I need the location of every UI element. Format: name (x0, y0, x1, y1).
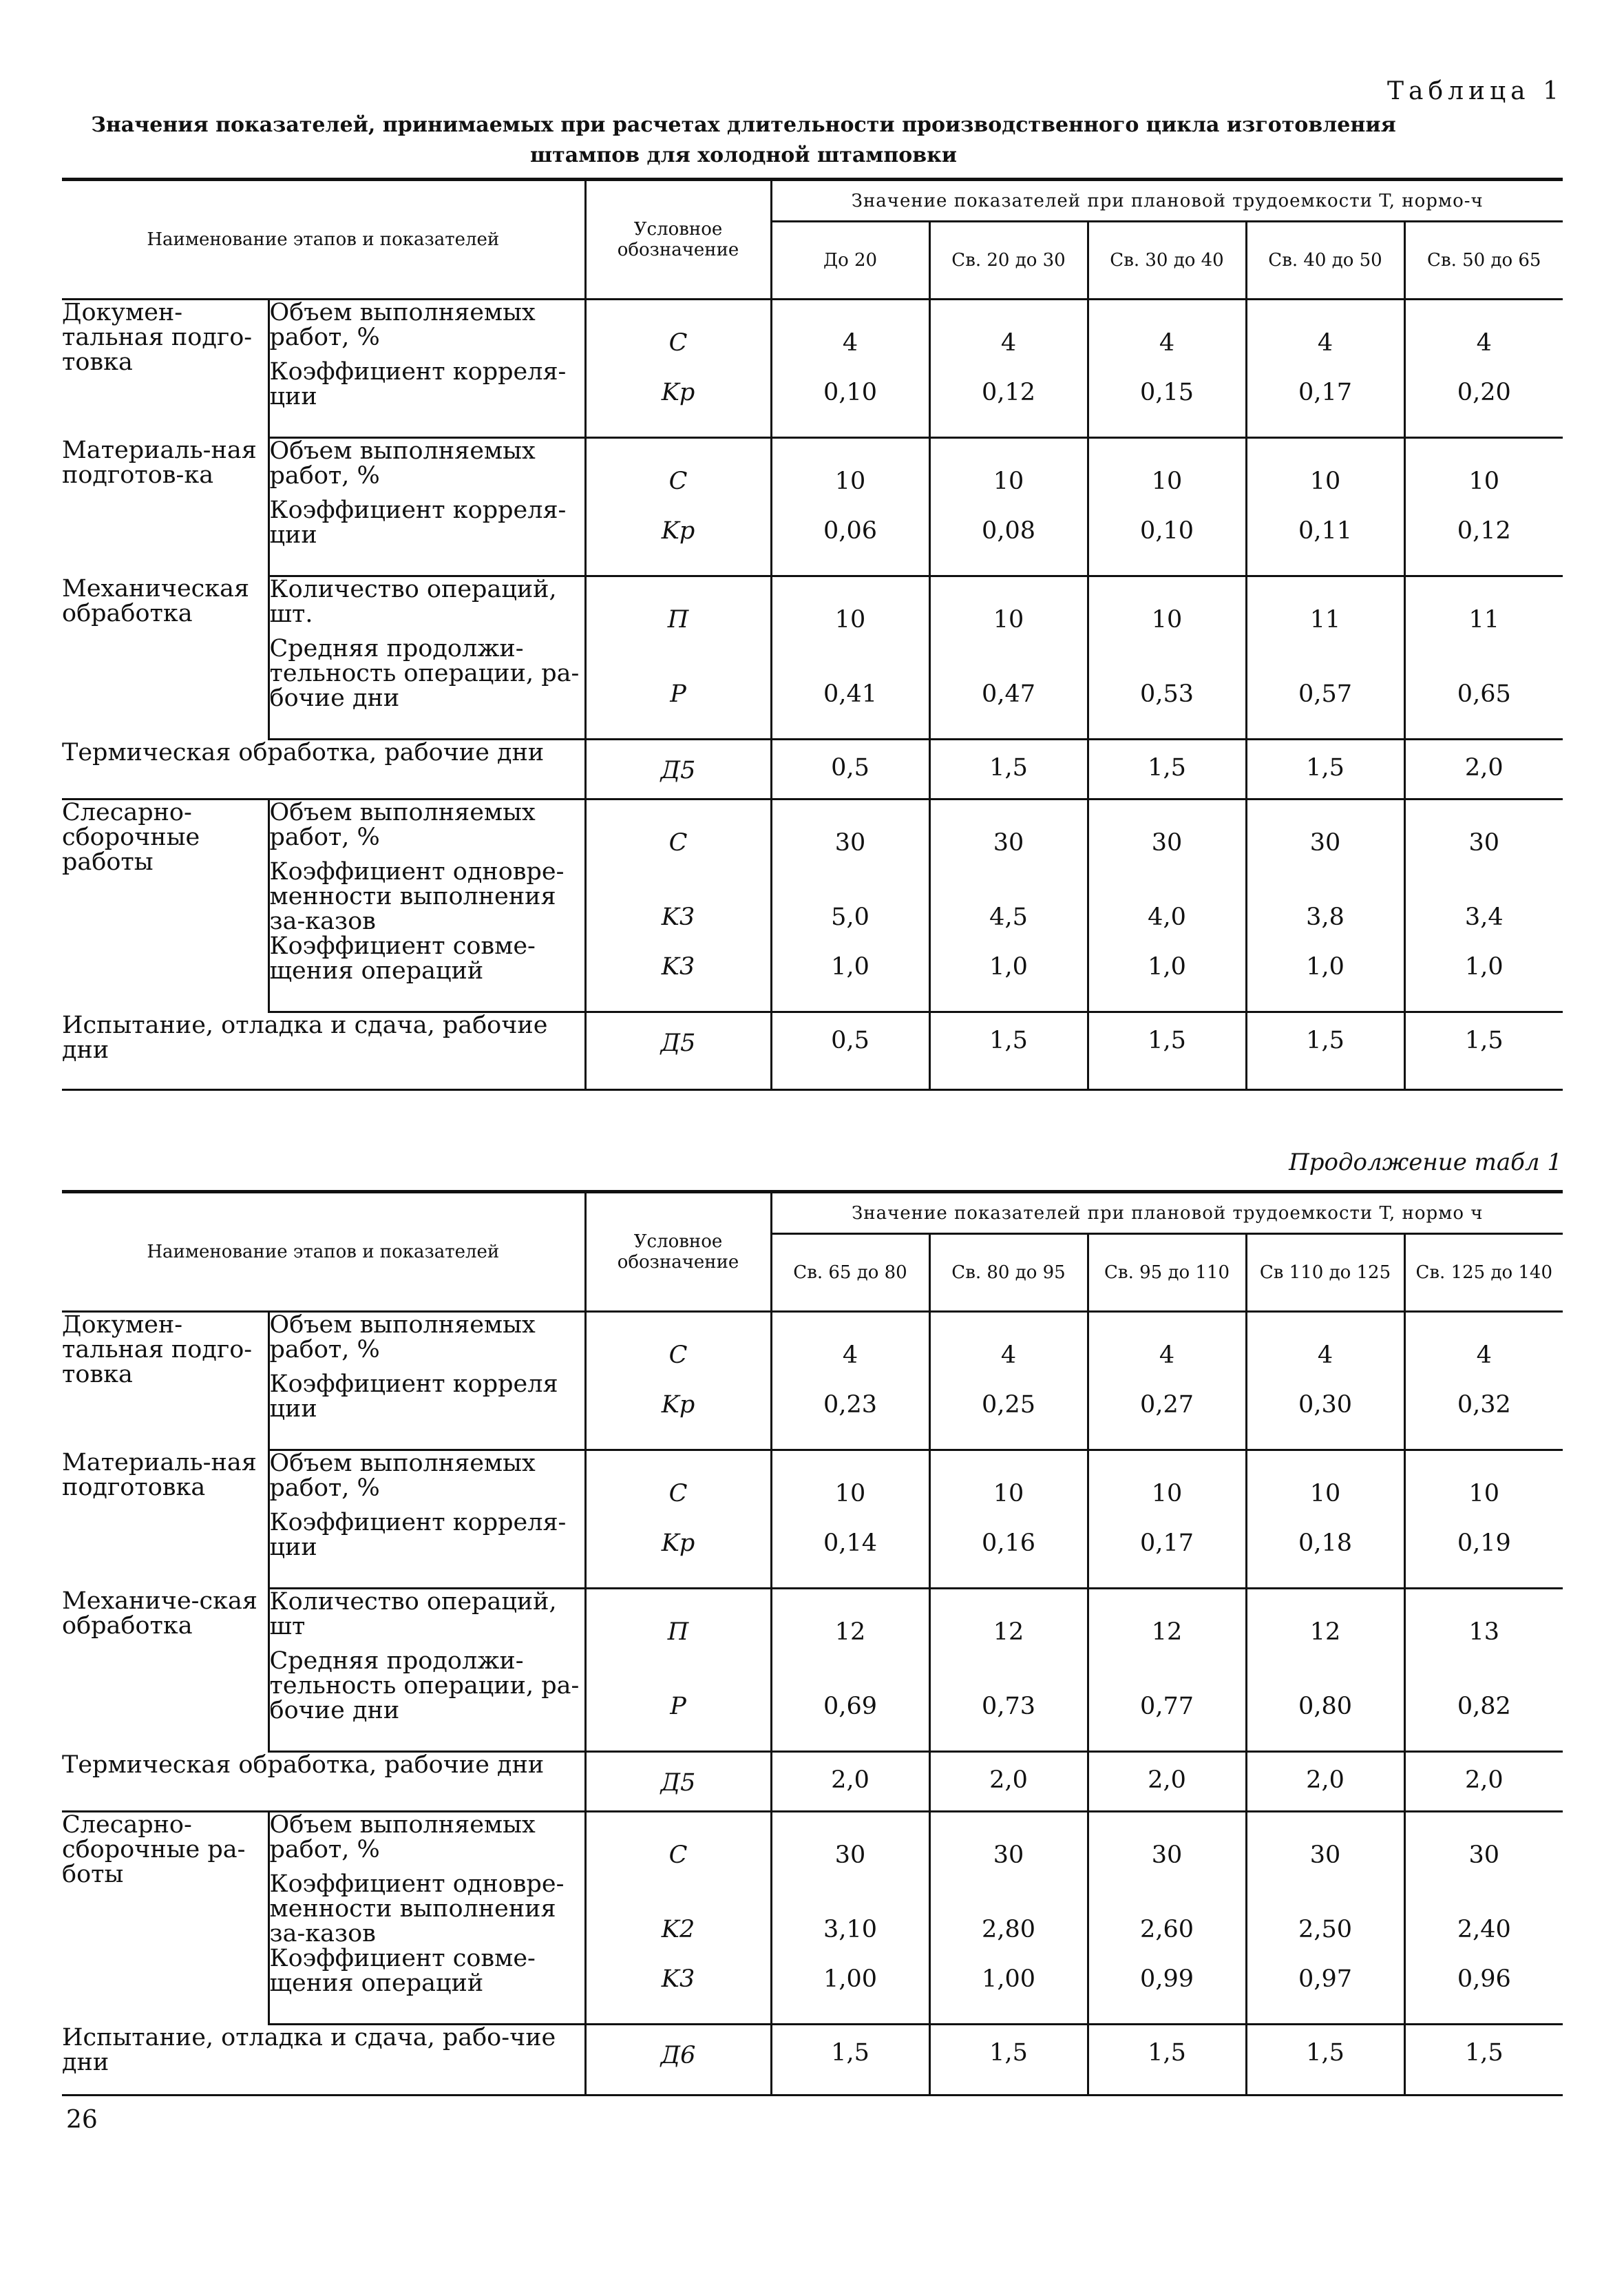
value-cell: 1,0 (1088, 934, 1246, 1012)
header-range-3: Св. 95 до 110 (1088, 1234, 1246, 1312)
value-cell: 1,0 (1404, 934, 1563, 1012)
symbol-cell: K3 (585, 1946, 771, 2025)
value-cell: 1,5 (1404, 2025, 1563, 2096)
value-cell: 0,32 (1404, 1372, 1563, 1450)
stage-name: Механическая обработка (62, 576, 268, 740)
value-cell: 1,0 (929, 934, 1088, 1012)
value-cell: 2,40 (1457, 1916, 1511, 1943)
indicator-name: Коэффициент совме-щения операций (268, 934, 585, 1012)
symbol-cell: C (585, 438, 771, 499)
value-cell: 4 (929, 300, 1088, 360)
symbol-cell: P (585, 636, 771, 740)
indicator-name: Коэффициент корреля-ции (268, 498, 585, 576)
stage-name: Испытание, отладка и сдача, рабо-чие дни (62, 2025, 585, 2096)
value-cell: 0,99 (1088, 1946, 1246, 2025)
value-cell: 0,80 (1246, 1649, 1404, 1752)
value-cell: 2,0 (929, 1752, 1088, 1812)
value-cell: 0,18 (1246, 1510, 1404, 1589)
value-cell: 0,41 (771, 636, 929, 740)
symbol-cell: Kр (585, 498, 771, 576)
table-row (62, 438, 1563, 499)
value-cell: 30 (1088, 1812, 1246, 1872)
symbol-cell: Д5 (585, 740, 771, 800)
stage-name: Докумен-тальная подго-товка (62, 300, 268, 438)
value-cell: 0,14 (771, 1510, 929, 1589)
value-cell: 1,5 (929, 1012, 1088, 1090)
table-row (62, 1450, 1563, 1511)
value-cell: 10 (1088, 438, 1246, 499)
header-name-column: Наименование этапов и показателей (62, 180, 585, 300)
value-cell: 2,0 (1404, 1752, 1563, 1812)
table-row (62, 1012, 1563, 1090)
value-cell: 30 (771, 1812, 929, 1872)
table-row (62, 2025, 1563, 2096)
symbol-cell: Д6 (585, 2025, 771, 2096)
symbol-cell: K2 (585, 1872, 771, 1946)
value-cell: 1,5 (1088, 1012, 1246, 1090)
value-cell: 13 (1468, 1618, 1500, 1646)
header-range-2: Св. 20 до 30 (929, 222, 1088, 300)
value-cell: 2,0 (1088, 1752, 1246, 1812)
symbol-cell: Kр (585, 359, 771, 438)
value-cell: 0,30 (1246, 1372, 1404, 1450)
page-number: 26 (66, 2106, 98, 2134)
value-cell: 0,15 (1088, 359, 1246, 438)
value-cell: 0,25 (929, 1372, 1088, 1450)
header-symbol-column: Условное обозначение (585, 1192, 771, 1312)
stage-name: Докумен-тальная подго-товка (62, 1312, 268, 1450)
value-cell: 2,0 (771, 1752, 929, 1812)
value-cell: 4 (771, 1312, 929, 1372)
value-cell: 0,23 (771, 1372, 929, 1450)
table-row (62, 934, 1563, 1012)
value-cell: 4,0 (1088, 859, 1246, 934)
value-cell: 1,5 (1246, 2025, 1404, 2096)
symbol-cell: C (585, 1450, 771, 1511)
value-cell: 0,17 (1246, 359, 1404, 438)
table-row (62, 1649, 1563, 1752)
value-cell: 0,77 (1088, 1649, 1246, 1752)
table-row (62, 1752, 1563, 1812)
table-row (62, 1312, 1563, 1372)
indicator-name: Средняя продолжи-тельность операции, ра-бочие дни (268, 636, 585, 740)
stage-name: Термическая обработка, рабочие дни (62, 1752, 585, 1812)
value-cell: 0,53 (1088, 636, 1246, 740)
value-cell: 4,5 (929, 859, 1088, 934)
value-cell: 3,4 (1464, 903, 1504, 931)
value-cell: 10 (771, 576, 929, 637)
value-cell: 10 (1246, 438, 1404, 499)
indicator-name: Средняя продолжи-тельность операции, ра-бочие дни (268, 1649, 585, 1752)
indicator-name: Количество операций, шт (268, 1589, 585, 1649)
table-row (62, 859, 1563, 934)
indicator-name: Объем выполняемых работ, % (268, 300, 585, 360)
value-cell: 0,16 (929, 1510, 1088, 1589)
value-cell: 10 (1246, 1450, 1404, 1511)
symbol-cell: Д5 (585, 1012, 771, 1090)
value-cell: 4 (1246, 1312, 1404, 1372)
value-cell: 0,19 (1404, 1510, 1563, 1589)
stage-name: Термическая обработка, рабочие дни (62, 740, 585, 800)
symbol-cell: C (585, 1312, 771, 1372)
table-row (62, 1812, 1563, 1872)
value-cell: 1,5 (929, 740, 1088, 800)
value-cell: 10 (1468, 1480, 1500, 1507)
stage-name: Слесарно-сборочные работы (62, 800, 268, 1012)
table-row (62, 636, 1563, 740)
header-range-2: Св. 80 до 95 (929, 1234, 1088, 1312)
table-title: Значения показателей, принимаемых при расчетах длительности производственного цикла изготовления штампов для холодной штамповки (91, 113, 1396, 167)
indicator-name: Коэффициент корреля-ции (268, 1510, 585, 1589)
table-row (62, 800, 1563, 860)
symbol-cell: K3 (585, 859, 771, 934)
value-cell: 0,06 (771, 498, 929, 576)
value-cell: 30 (1468, 829, 1500, 857)
value-cell: 0,12 (929, 359, 1088, 438)
value-cell: 5,0 (771, 859, 929, 934)
value-cell: 0,96 (1404, 1946, 1563, 2025)
table-row (62, 1946, 1563, 2025)
value-cell: 1,5 (1246, 1012, 1404, 1090)
stage-name: Материаль-ная подготовка (62, 1450, 268, 1589)
value-cell: 10 (929, 576, 1088, 637)
header-value-group: Значение показателей при плановой трудоемкости T, нормо ч (771, 1192, 1563, 1234)
value-cell: 1,0 (771, 934, 929, 1012)
symbol-cell: C (585, 800, 771, 860)
value-cell: 0,73 (929, 1649, 1088, 1752)
symbol-cell: Kр (585, 1510, 771, 1589)
value-cell: 0,27 (1088, 1372, 1246, 1450)
value-cell: 1,5 (1088, 740, 1246, 800)
value-cell: 0,69 (771, 1649, 929, 1752)
value-cell: 30 (771, 800, 929, 860)
value-cell: 4 (771, 300, 929, 360)
table-row (62, 498, 1563, 576)
value-cell: 10 (771, 1450, 929, 1511)
value-cell: 4 (1088, 1312, 1246, 1372)
symbol-cell: Kр (585, 1372, 771, 1450)
header-name-column: Наименование этапов и показателей (62, 1192, 585, 1312)
header-range-1: До 20 (771, 222, 929, 300)
value-cell: 4 (1246, 300, 1404, 360)
value-cell: 3,10 (771, 1872, 929, 1946)
value-cell: 4 (929, 1312, 1088, 1372)
value-cell: 10 (771, 438, 929, 499)
table-row (62, 576, 1563, 637)
value-cell: 30 (1246, 1812, 1404, 1872)
value-cell: 1,5 (1088, 2025, 1246, 2096)
header-range-3: Св. 30 до 40 (1088, 222, 1246, 300)
value-cell: 30 (929, 1812, 1088, 1872)
value-cell: 0,17 (1088, 1510, 1246, 1589)
table-row (62, 300, 1563, 360)
indicator-name: Коэффициент корреля ции (268, 1372, 585, 1450)
indicator-name: Коэффициент одновре-менности выполнения за-казов (268, 859, 585, 934)
header-range-1: Св. 65 до 80 (771, 1234, 929, 1312)
stage-name: Механиче-ская обработка (62, 1589, 268, 1752)
value-cell: 10 (929, 1450, 1088, 1511)
value-cell: 10 (929, 438, 1088, 499)
value-cell: 30 (1468, 1841, 1500, 1869)
value-cell: 1,5 (1404, 1012, 1563, 1090)
header-range-5: Св. 125 до 140 (1404, 1234, 1563, 1312)
value-cell: 2,50 (1246, 1872, 1404, 1946)
symbol-cell: П (585, 1589, 771, 1649)
table-row (62, 1589, 1563, 1649)
symbol-cell: П (585, 576, 771, 637)
indicator-name: Коэффициент корреля-ции (268, 359, 585, 438)
header-symbol-column: Условное обозначение (585, 180, 771, 300)
indicator-name: Коэффициент одновре-менности выполнения за-казов (268, 1872, 585, 1946)
symbol-cell: Д5 (585, 1752, 771, 1812)
symbol-cell: K3 (585, 934, 771, 1012)
value-cell: 1,5 (1246, 740, 1404, 800)
value-cell: 0,57 (1246, 636, 1404, 740)
value-cell: 4 (1476, 1341, 1492, 1369)
value-cell: 1,0 (1246, 934, 1404, 1012)
value-cell: 1,00 (771, 1946, 929, 2025)
table-row (62, 1510, 1563, 1589)
stage-name: Испытание, отладка и сдача, рабочие дни (62, 1012, 585, 1090)
table-row (62, 1372, 1563, 1450)
table-label: Таблица 1 (1387, 77, 1563, 105)
value-cell: 12 (1246, 1589, 1404, 1649)
value-cell: 0,5 (771, 1012, 929, 1090)
value-cell: 0,11 (1246, 498, 1404, 576)
value-cell: 0,20 (1404, 359, 1563, 438)
indicator-name: Объем выполняемых работ, % (268, 1312, 585, 1372)
header-value-group: Значение показателей при плановой трудоемкости T, нормо-ч (771, 180, 1563, 222)
stage-name: Материаль-ная подготов-ка (62, 438, 268, 576)
value-cell: 0,08 (929, 498, 1088, 576)
value-cell: 0,47 (929, 636, 1088, 740)
value-cell: 30 (1246, 800, 1404, 860)
value-cell: 10 (1088, 576, 1246, 637)
value-cell: 11 (1246, 576, 1404, 637)
value-cell: 3,8 (1246, 859, 1404, 934)
value-cell: 10 (1088, 1450, 1246, 1511)
data-table-2 (62, 1190, 1563, 2096)
value-cell: 0,12 (1404, 498, 1563, 576)
value-cell: 4 (1476, 329, 1492, 357)
table-row (62, 740, 1563, 800)
value-cell: 0,97 (1246, 1946, 1404, 2025)
continuation-label: Продолжение табл 1 (1289, 1149, 1562, 1176)
value-cell: 1,5 (771, 2025, 929, 2096)
value-cell: 0,82 (1404, 1649, 1563, 1752)
indicator-name: Коэффициент совме-щения операций (268, 1946, 585, 2025)
value-cell: 30 (1088, 800, 1246, 860)
value-cell: 0,10 (1088, 498, 1246, 576)
value-cell: 0,5 (771, 740, 929, 800)
value-cell: 10 (1468, 468, 1500, 495)
indicator-name: Количество операций, шт. (268, 576, 585, 637)
symbol-cell: C (585, 1812, 771, 1872)
value-cell: 11 (1468, 606, 1500, 634)
indicator-name: Объем выполняемых работ, % (268, 1450, 585, 1511)
value-cell: 4 (1088, 300, 1246, 360)
header-range-4: Св. 40 до 50 (1246, 222, 1404, 300)
symbol-cell: P (585, 1649, 771, 1752)
table-row (62, 1872, 1563, 1946)
symbol-cell: C (585, 300, 771, 360)
header-range-4: Св 110 до 125 (1246, 1234, 1404, 1312)
value-cell: 2,60 (1088, 1872, 1246, 1946)
stage-name: Слесарно-сборочные ра-боты (62, 1812, 268, 2025)
value-cell: 12 (1088, 1589, 1246, 1649)
value-cell: 0,10 (771, 359, 929, 438)
data-table-1 (62, 178, 1563, 1091)
indicator-name: Объем выполняемых работ, % (268, 1812, 585, 1872)
value-cell: 30 (929, 800, 1088, 860)
value-cell: 0,65 (1404, 636, 1563, 740)
header-range-5: Св. 50 до 65 (1404, 222, 1563, 300)
value-cell: 1,5 (929, 2025, 1088, 2096)
value-cell: 12 (929, 1589, 1088, 1649)
indicator-name: Объем выполняемых работ, % (268, 438, 585, 499)
value-cell: 2,0 (1404, 740, 1563, 800)
table-row (62, 359, 1563, 438)
value-cell: 12 (771, 1589, 929, 1649)
value-cell: 1,00 (929, 1946, 1088, 2025)
indicator-name: Объем выполняемых работ, % (268, 800, 585, 860)
value-cell: 2,80 (929, 1872, 1088, 1946)
value-cell: 2,0 (1246, 1752, 1404, 1812)
